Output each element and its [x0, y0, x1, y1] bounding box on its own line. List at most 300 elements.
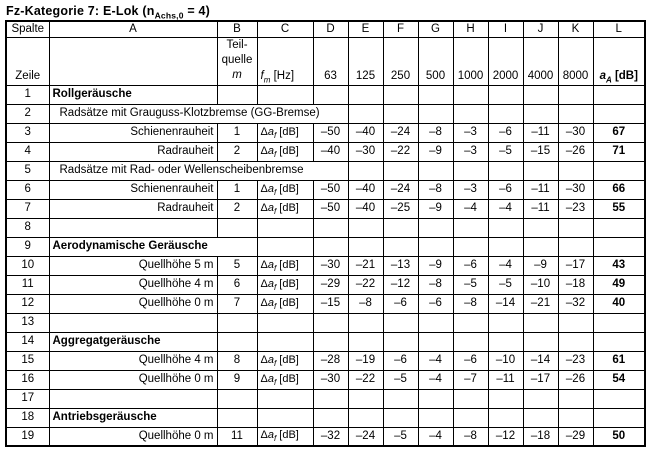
cell-value-500hz: –4 — [418, 370, 453, 389]
cell-empty-value — [488, 332, 523, 351]
cell-empty-value — [418, 313, 453, 332]
cell-source-label: Radrauheit — [49, 199, 217, 218]
cell-aa-value: 55 — [593, 199, 645, 218]
cell-empty-c — [257, 389, 313, 408]
cell-value-63hz: –29 — [313, 275, 348, 294]
cell-empty-aa — [593, 313, 645, 332]
cell-empty-b — [217, 218, 257, 237]
table-row-13 — [6, 313, 645, 332]
cell-aa-value: 40 — [593, 294, 645, 313]
cell-delta-label: $\Delta a_f$ [dB] — [257, 351, 313, 370]
cell-empty-aa — [593, 332, 645, 351]
cell-value-2000hz: –12 — [488, 427, 523, 446]
cell-empty-value — [488, 313, 523, 332]
cell-zeile-number: 6 — [6, 180, 49, 199]
cell-value-8000hz: –18 — [558, 275, 593, 294]
cell-teilquelle-number: 1 — [217, 123, 257, 142]
cell-empty-value — [488, 389, 523, 408]
cell-empty-value — [523, 218, 558, 237]
cell-zeile-number: 19 — [6, 427, 49, 446]
cell-empty-value — [313, 237, 348, 256]
cell-empty-value — [558, 218, 593, 237]
cell-value-8000hz: –17 — [558, 256, 593, 275]
cell-empty-b — [217, 313, 257, 332]
cell-value-8000hz: –26 — [558, 370, 593, 389]
cell-empty-value — [348, 389, 383, 408]
header-col-g: G — [418, 21, 453, 37]
cell-empty-value — [453, 218, 488, 237]
cell-empty-a — [49, 389, 217, 408]
cell-delta-label: $\Delta a_f$ [dB] — [257, 199, 313, 218]
title-subscript: Achs,0 — [154, 10, 184, 21]
cell-zeile-number: 2 — [6, 104, 49, 123]
table-row-16 — [6, 370, 645, 389]
cell-value-4000hz: –17 — [523, 370, 558, 389]
cell-source-label: Schienenrauheit — [49, 180, 217, 199]
cell-value-63hz: –30 — [313, 256, 348, 275]
header-freq-2000: 2000 — [488, 37, 523, 85]
header-col-d: D — [313, 21, 348, 37]
aa-subscript: A — [605, 75, 612, 85]
cell-zeile-number: 16 — [6, 370, 49, 389]
table-row-15 — [6, 351, 645, 370]
cell-zeile-number: 18 — [6, 408, 49, 427]
cell-value-250hz: –5 — [383, 427, 418, 446]
cell-value-8000hz: –30 — [558, 123, 593, 142]
title-text: Fz-Kategorie 7: E-Lok (n — [6, 4, 155, 18]
cell-value-4000hz: –11 — [523, 180, 558, 199]
cell-value-4000hz: –11 — [523, 123, 558, 142]
cell-empty-value — [418, 104, 453, 123]
cell-value-63hz: –28 — [313, 351, 348, 370]
cell-value-250hz: –25 — [383, 199, 418, 218]
cell-empty-value — [453, 104, 488, 123]
cell-empty-value — [558, 313, 593, 332]
cell-value-8000hz: –23 — [558, 351, 593, 370]
cell-aa-value: 71 — [593, 142, 645, 161]
cell-empty-value — [488, 161, 523, 180]
cell-delta-label: $\Delta a_f$ [dB] — [257, 142, 313, 161]
cell-value-125hz: –22 — [348, 370, 383, 389]
cell-delta-label: $\Delta a_f$ [dB] — [257, 427, 313, 446]
table-row-10 — [6, 256, 645, 275]
cell-value-8000hz: –32 — [558, 294, 593, 313]
cell-value-4000hz: –18 — [523, 427, 558, 446]
cell-source-label: Quellhöhe 4 m — [49, 275, 217, 294]
cell-value-250hz: –5 — [383, 370, 418, 389]
header-col-f: F — [383, 21, 418, 37]
cell-value-2000hz: –4 — [488, 199, 523, 218]
cell-source-label: Radrauheit — [49, 142, 217, 161]
header-freq-4000: 4000 — [523, 37, 558, 85]
cell-empty-value — [383, 85, 418, 104]
cell-value-4000hz: –21 — [523, 294, 558, 313]
teilquelle-symbol: m — [232, 68, 242, 81]
cell-empty-value — [523, 389, 558, 408]
cell-empty-value — [453, 332, 488, 351]
cell-zeile-number: 4 — [6, 142, 49, 161]
cell-aa-value: 66 — [593, 180, 645, 199]
cell-empty-value — [523, 237, 558, 256]
cell-empty-value — [313, 313, 348, 332]
aa-unit: [dB] — [611, 70, 638, 83]
cell-empty-value — [558, 161, 593, 180]
cell-value-1000hz: –8 — [453, 427, 488, 446]
teilquelle-line-1: Teil- — [226, 38, 248, 51]
cell-empty-value — [453, 161, 488, 180]
cell-value-125hz: –19 — [348, 351, 383, 370]
cell-empty-value — [313, 218, 348, 237]
cell-value-500hz: –6 — [418, 294, 453, 313]
cell-empty-value — [383, 161, 418, 180]
cell-empty-value — [418, 161, 453, 180]
teilquelle-line-2: quelle — [221, 53, 253, 66]
cell-empty-value — [523, 313, 558, 332]
cell-empty-value — [313, 408, 348, 427]
cell-zeile-number: 12 — [6, 294, 49, 313]
cell-value-2000hz: –10 — [488, 351, 523, 370]
cell-zeile-number: 15 — [6, 351, 49, 370]
cell-delta-label: $\Delta a_f$ [dB] — [257, 180, 313, 199]
cell-value-4000hz: –11 — [523, 199, 558, 218]
cell-empty-value — [558, 237, 593, 256]
cell-value-250hz: –13 — [383, 256, 418, 275]
cell-empty-value — [488, 85, 523, 104]
header-freq-250: 250 — [383, 37, 418, 85]
cell-value-2000hz: –4 — [488, 256, 523, 275]
cell-zeile-number: 1 — [6, 85, 49, 104]
cell-empty-value — [453, 313, 488, 332]
cell-empty-b — [217, 389, 257, 408]
cell-teilquelle-number: 9 — [217, 370, 257, 389]
cell-delta-label: $\Delta a_f$ [dB] — [257, 256, 313, 275]
header-freq-1000: 1000 — [453, 37, 488, 85]
table-row-7 — [6, 199, 645, 218]
cell-empty-value — [418, 218, 453, 237]
cell-subsection-label: Radsätze mit Rad- oder Wellenscheibenbremse — [49, 161, 348, 180]
cell-value-125hz: –40 — [348, 180, 383, 199]
cell-empty-value — [523, 161, 558, 180]
cell-empty-value — [383, 218, 418, 237]
cell-empty-value — [523, 104, 558, 123]
cell-value-250hz: –6 — [383, 294, 418, 313]
cell-value-2000hz: –6 — [488, 123, 523, 142]
cell-aa-value: 61 — [593, 351, 645, 370]
cell-empty-value — [558, 408, 593, 427]
header-units-row — [6, 37, 645, 85]
cell-value-125hz: –22 — [348, 275, 383, 294]
cell-value-125hz: –24 — [348, 427, 383, 446]
cell-empty-value — [383, 389, 418, 408]
header-letters-row — [6, 21, 645, 37]
table-row-18 — [6, 408, 645, 427]
cell-zeile-number: 17 — [6, 389, 49, 408]
cell-value-500hz: –8 — [418, 180, 453, 199]
cell-value-500hz: –8 — [418, 123, 453, 142]
header-fm — [257, 37, 313, 85]
cell-zeile-number: 5 — [6, 161, 49, 180]
cell-aa-value: 67 — [593, 123, 645, 142]
cell-value-8000hz: –30 — [558, 180, 593, 199]
cell-value-63hz: –50 — [313, 123, 348, 142]
cell-value-500hz: –4 — [418, 351, 453, 370]
cell-value-1000hz: –8 — [453, 294, 488, 313]
table-row-8 — [6, 218, 645, 237]
cell-section-label: Aggregatgeräusche — [49, 332, 217, 351]
cell-empty-c — [257, 313, 313, 332]
cell-delta-label: $\Delta a_f$ [dB] — [257, 294, 313, 313]
cell-value-1000hz: –5 — [453, 275, 488, 294]
cell-empty-value — [348, 161, 383, 180]
cell-zeile-number: 8 — [6, 218, 49, 237]
cell-empty-value — [348, 218, 383, 237]
cell-empty-value — [558, 389, 593, 408]
table-row-11 — [6, 275, 645, 294]
cell-empty-aa — [593, 161, 645, 180]
cell-empty-b — [217, 408, 257, 427]
cell-empty-value — [313, 85, 348, 104]
cell-empty-value — [348, 332, 383, 351]
page-title — [6, 4, 647, 21]
table-row-19 — [6, 427, 645, 446]
cell-value-4000hz: –9 — [523, 256, 558, 275]
cell-empty-value — [418, 408, 453, 427]
cell-value-1000hz: –3 — [453, 142, 488, 161]
cell-zeile-number: 11 — [6, 275, 49, 294]
cell-value-125hz: –21 — [348, 256, 383, 275]
cell-empty-value — [383, 237, 418, 256]
cell-delta-label: $\Delta a_f$ [dB] — [257, 275, 313, 294]
fm-unit: [Hz] — [270, 70, 295, 83]
cell-source-label: Schienenrauheit — [49, 123, 217, 142]
cell-value-2000hz: –6 — [488, 180, 523, 199]
cell-section-label: Aerodynamische Geräusche — [49, 237, 257, 256]
cell-section-label: Antriebsgeräusche — [49, 408, 217, 427]
table-row-3 — [6, 123, 645, 142]
cell-value-250hz: –22 — [383, 142, 418, 161]
cell-value-125hz: –40 — [348, 199, 383, 218]
cell-empty-value — [488, 408, 523, 427]
cell-zeile-number: 13 — [6, 313, 49, 332]
cell-empty-value — [418, 237, 453, 256]
cell-empty-value — [523, 332, 558, 351]
cell-empty-aa — [593, 218, 645, 237]
cell-empty-value — [453, 408, 488, 427]
cell-zeile-number: 10 — [6, 256, 49, 275]
cell-source-label: Quellhöhe 4 m — [49, 351, 217, 370]
cell-empty-value — [348, 85, 383, 104]
header-col-i: I — [488, 21, 523, 37]
header-freq-63: 63 — [313, 37, 348, 85]
cell-empty-value — [488, 237, 523, 256]
cell-empty-value — [453, 85, 488, 104]
cell-empty-value — [383, 104, 418, 123]
cell-aa-value: 43 — [593, 256, 645, 275]
cell-zeile-number: 3 — [6, 123, 49, 142]
cell-empty-value — [418, 389, 453, 408]
cell-teilquelle-number: 1 — [217, 180, 257, 199]
header-col-e: E — [348, 21, 383, 37]
cell-empty-a — [49, 218, 217, 237]
cell-value-125hz: –30 — [348, 142, 383, 161]
cell-empty-c — [257, 85, 313, 104]
cell-value-63hz: –15 — [313, 294, 348, 313]
cell-empty-value — [313, 389, 348, 408]
cell-value-1000hz: –7 — [453, 370, 488, 389]
cell-empty-value — [558, 104, 593, 123]
table-row-5 — [6, 161, 645, 180]
table-row-1 — [6, 85, 645, 104]
cell-empty-aa — [593, 389, 645, 408]
cell-value-4000hz: –14 — [523, 351, 558, 370]
cell-empty-value — [558, 332, 593, 351]
cell-empty-value — [383, 408, 418, 427]
cell-aa-value: 49 — [593, 275, 645, 294]
cell-value-2000hz: –5 — [488, 142, 523, 161]
header-freq-125: 125 — [348, 37, 383, 85]
header-spalte: Spalte — [6, 21, 49, 37]
cell-empty-c — [257, 218, 313, 237]
cell-value-2000hz: –14 — [488, 294, 523, 313]
cell-teilquelle-number: 7 — [217, 294, 257, 313]
cell-value-63hz: –50 — [313, 199, 348, 218]
table-row-12 — [6, 294, 645, 313]
cell-empty-value — [488, 104, 523, 123]
cell-empty-value — [383, 332, 418, 351]
header-col-h: H — [453, 21, 488, 37]
cell-empty-value — [453, 237, 488, 256]
cell-value-500hz: –4 — [418, 427, 453, 446]
table-row-2 — [6, 104, 645, 123]
fm-symbol: f — [260, 70, 264, 83]
cell-value-8000hz: –23 — [558, 199, 593, 218]
cell-value-250hz: –24 — [383, 123, 418, 142]
cell-teilquelle-number: 2 — [217, 142, 257, 161]
header-col-j: J — [523, 21, 558, 37]
cell-source-label: Quellhöhe 0 m — [49, 370, 217, 389]
table-row-17 — [6, 389, 645, 408]
cell-source-label: Quellhöhe 0 m — [49, 294, 217, 313]
header-col-c: C — [257, 21, 313, 37]
cell-empty-c — [257, 237, 313, 256]
cell-empty-aa — [593, 104, 645, 123]
cell-value-2000hz: –5 — [488, 275, 523, 294]
cell-delta-label: $\Delta a_f$ [dB] — [257, 123, 313, 142]
cell-value-500hz: –9 — [418, 199, 453, 218]
cell-value-1000hz: –4 — [453, 199, 488, 218]
cell-value-4000hz: –15 — [523, 142, 558, 161]
cell-empty-aa — [593, 408, 645, 427]
cell-empty-value — [453, 389, 488, 408]
cell-source-label: Quellhöhe 0 m — [49, 427, 217, 446]
header-teilquelle — [217, 37, 257, 85]
data-table — [5, 20, 646, 447]
table-row-6 — [6, 180, 645, 199]
cell-delta-label: $\Delta a_f$ [dB] — [257, 370, 313, 389]
header-col-a: A — [49, 21, 217, 37]
table-row-9 — [6, 237, 645, 256]
cell-teilquelle-number: 2 — [217, 199, 257, 218]
cell-empty-value — [383, 313, 418, 332]
header-col-l: L — [593, 21, 645, 37]
cell-teilquelle-number: 5 — [217, 256, 257, 275]
cell-value-250hz: –12 — [383, 275, 418, 294]
cell-empty-value — [348, 237, 383, 256]
cell-value-500hz: –8 — [418, 275, 453, 294]
cell-empty-value — [523, 85, 558, 104]
cell-empty-c — [257, 332, 313, 351]
cell-empty-value — [523, 408, 558, 427]
cell-teilquelle-number: 6 — [217, 275, 257, 294]
cell-empty-value — [418, 85, 453, 104]
cell-value-8000hz: –26 — [558, 142, 593, 161]
cell-empty-a — [49, 313, 217, 332]
cell-value-125hz: –8 — [348, 294, 383, 313]
cell-empty-value — [488, 218, 523, 237]
cell-empty-value — [558, 85, 593, 104]
cell-section-label: Rollgeräusche — [49, 85, 217, 104]
cell-value-500hz: –9 — [418, 256, 453, 275]
cell-empty-aa — [593, 85, 645, 104]
cell-empty-c — [257, 408, 313, 427]
cell-empty-value — [418, 332, 453, 351]
header-col-k: K — [558, 21, 593, 37]
cell-empty-value — [348, 408, 383, 427]
cell-zeile-number: 7 — [6, 199, 49, 218]
cell-value-2000hz: –11 — [488, 370, 523, 389]
cell-value-63hz: –32 — [313, 427, 348, 446]
cell-value-4000hz: –10 — [523, 275, 558, 294]
cell-zeile-number: 14 — [6, 332, 49, 351]
cell-value-250hz: –6 — [383, 351, 418, 370]
cell-value-1000hz: –6 — [453, 351, 488, 370]
cell-value-63hz: –40 — [313, 142, 348, 161]
cell-value-1000hz: –3 — [453, 123, 488, 142]
cell-empty-value — [348, 104, 383, 123]
cell-zeile-number: 9 — [6, 237, 49, 256]
cell-source-label: Quellhöhe 5 m — [49, 256, 217, 275]
cell-aa-value: 54 — [593, 370, 645, 389]
cell-value-1000hz: –3 — [453, 180, 488, 199]
header-a-empty — [49, 37, 217, 85]
cell-value-250hz: –24 — [383, 180, 418, 199]
header-col-b: B — [217, 21, 257, 37]
header-freq-500: 500 — [418, 37, 453, 85]
cell-value-500hz: –9 — [418, 142, 453, 161]
cell-teilquelle-number: 11 — [217, 427, 257, 446]
cell-value-1000hz: –6 — [453, 256, 488, 275]
cell-empty-aa — [593, 237, 645, 256]
cell-empty-value — [348, 313, 383, 332]
aa-symbol: a — [599, 70, 606, 83]
cell-teilquelle-number: 8 — [217, 351, 257, 370]
fm-subscript: m — [263, 75, 271, 85]
cell-value-125hz: –40 — [348, 123, 383, 142]
cell-aa-value: 50 — [593, 427, 645, 446]
header-aa — [593, 37, 645, 85]
header-freq-8000: 8000 — [558, 37, 593, 85]
table-row-4 — [6, 142, 645, 161]
cell-value-8000hz: –29 — [558, 427, 593, 446]
cell-empty-value — [313, 332, 348, 351]
table-body — [6, 85, 645, 446]
title-text-end: = 4) — [183, 4, 211, 18]
table-row-14 — [6, 332, 645, 351]
header-zeile: Zeile — [6, 37, 49, 85]
cell-empty-b — [217, 332, 257, 351]
cell-subsection-label: Radsätze mit Grauguss-Klotzbremse (GG-Bremse) — [49, 104, 348, 123]
cell-value-63hz: –30 — [313, 370, 348, 389]
